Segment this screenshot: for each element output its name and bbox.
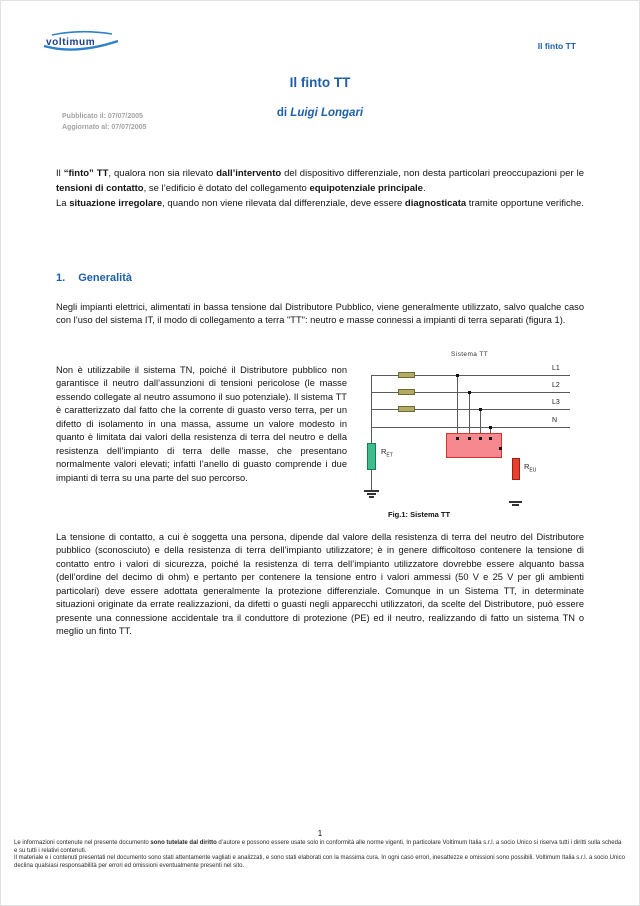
fuse-icon <box>398 389 415 395</box>
footer-disclaimer <box>14 840 626 870</box>
tap-wire-l1 <box>457 375 458 433</box>
distributor-earth-resistor-label <box>381 447 393 459</box>
section-label: Generalità <box>78 272 132 284</box>
junction-dot <box>489 426 492 429</box>
user-earth-resistor <box>512 458 520 480</box>
paragraph-generalita: Negli impianti elettrici, alimentati in bassa tensione dal Distributore Pubblico, viene generalmente utilizzato, salvo qualche caso con l’uso del sistema IT, il modo di collegamento a terra "TT": neutro e masse connessi a impianti di terra separati (figura 1). <box>56 302 584 326</box>
distributor-earth-resistor <box>367 443 376 470</box>
user-earth-resistor-label <box>524 462 536 474</box>
resistor-subscript: EU <box>529 467 537 474</box>
byline-prefix: di <box>276 107 291 119</box>
earth-wire <box>371 470 372 490</box>
resistor-symbol: R <box>524 462 530 471</box>
ground-icon <box>364 490 379 492</box>
byline-author: Luigi Longari <box>290 107 364 119</box>
page-number: 1 <box>317 829 323 838</box>
tap-wire-l2 <box>469 392 470 433</box>
terminal-dot <box>489 437 492 440</box>
diagram-title: Sistema TT <box>451 351 489 358</box>
tap-wire-l3 <box>480 409 481 433</box>
junction-dot <box>479 408 482 411</box>
published-date: Pubblicato il: 07/07/2005 <box>62 113 143 120</box>
figure-caption: Fig.1: Sistema TT <box>388 510 451 519</box>
page-title: Il finto TT <box>289 75 351 90</box>
ground-icon <box>369 496 374 498</box>
terminal-dot <box>456 437 459 440</box>
ground-icon <box>512 504 519 506</box>
publication-meta <box>62 111 146 133</box>
figure-diagram <box>355 350 633 528</box>
label-l1: L1 <box>552 365 560 372</box>
intro-line-2: La situazione irregolare, quando non viene rilevata dal differenziale, deve essere diagnosticata tramite opportune verifiche. <box>56 198 584 209</box>
junction-dot <box>456 374 459 377</box>
junction-dot <box>468 391 471 394</box>
label-n: N <box>552 417 558 424</box>
label-l3: L3 <box>552 399 560 406</box>
intro-line-1: Il “finto” TT, qualora non sia rilevato dall’intervento del dispositivo differenziale, non desta particolari preoccupazioni per le tensioni di contatto, se l’edificio è dotato del collegamento equipotenziale principale. <box>56 168 584 194</box>
terminal-dot <box>479 437 482 440</box>
footer-line-2: Il materiale e i contenuti presentati nel documento sono stati attentamente vagliati e analizzati, e sono stati elaborati con la massima cura. In ogni caso errori, inesattezze e omissioni sono possibili. Voltimum Italia s.r.l. a socio Unico declina qualsiasi responsabilità per errori ed omissioni eventualmente presenti nel sito. <box>14 855 625 869</box>
section-heading <box>56 272 132 284</box>
resistor-symbol: R <box>381 447 387 456</box>
updated-date: Aggiornato al: 07/07/2005 <box>62 124 147 131</box>
voltimum-logo <box>38 28 126 58</box>
running-head-title: Il finto TT <box>537 41 576 51</box>
source-vertical-wire <box>371 375 372 443</box>
load-box <box>446 433 502 458</box>
resistor-subscript: ET <box>386 452 393 459</box>
fuse-icon <box>398 372 415 378</box>
label-l2: L2 <box>552 382 560 389</box>
footer-line-1: Le informazioni contenute nel presente documento sono tutelate dal diritto d’autore e possono essere usate solo in conformità alle norme vigenti. In particolare Voltimum Italia s.r.l. a socio Unico si riserva tutti i diritti sulla scheda e su tutti i relativi contenuti. <box>14 840 622 854</box>
paragraph-tensione-contatto: La tensione di contatto, a cui è soggetta una persona, dipende dal valore della resistenza di terra del neutro del Distributore pubblico (sconosciuto) e della resistenza di terra dell’impianto utilizzatore; è in genere difficoltoso contenere la tensione di contatto entro i valori di sicurezza, poiché la resistenza di terra dell’impianto utilizzatore dovrebbe essere alquanto bassa (dell’ordine del decimo di ohm) e pertanto per contenere la tensione entro i valori ammessi (50 V e 25 V per gli ambienti particolari) deve essere adottata generalmente la protezione differenziale. Comunque in un Sistema TT, in determinate situazioni originate da errate realizzazioni, da difetti o guasti negli apparecchi utilizzatori, da scelte del Distributore, può essere presente una connessione accidentale tra il conduttore di protezione (PE) ed il neutro, realizzando di fatto un sistema TN o meglio un finto TT. <box>56 532 584 637</box>
section-number: 1. <box>56 272 66 284</box>
ground-icon <box>509 501 522 503</box>
fuse-icon <box>398 406 415 412</box>
paragraph-left-column: Non è utilizzabile il sistema TN, poiché il Distributore pubblico non garantisce il neutro dall’assunzioni di tensioni pericolose (le masse essendo collegate al neutro assumono il suo potenziale). Il sistema TT è caratterizzato dal fatto che la corrente di guasto verso terra, per un difetto di isolamento in una massa, assume un valore modesto in quanto è limitata dai valori della resistenza di terra del neutro e della resistenza dell’impianto di terra delle masse, che presentano normalmente valori elevati; infatti l’anello di guasto comprende i due impianti di terra su una parte del suo percorso. <box>56 365 347 483</box>
ground-icon <box>367 493 376 495</box>
pe-terminal-dot <box>499 447 502 450</box>
terminal-dot <box>468 437 471 440</box>
logo-text: voltimum <box>46 37 96 48</box>
intro-paragraph <box>56 166 584 211</box>
neutral-line-n <box>371 427 570 428</box>
